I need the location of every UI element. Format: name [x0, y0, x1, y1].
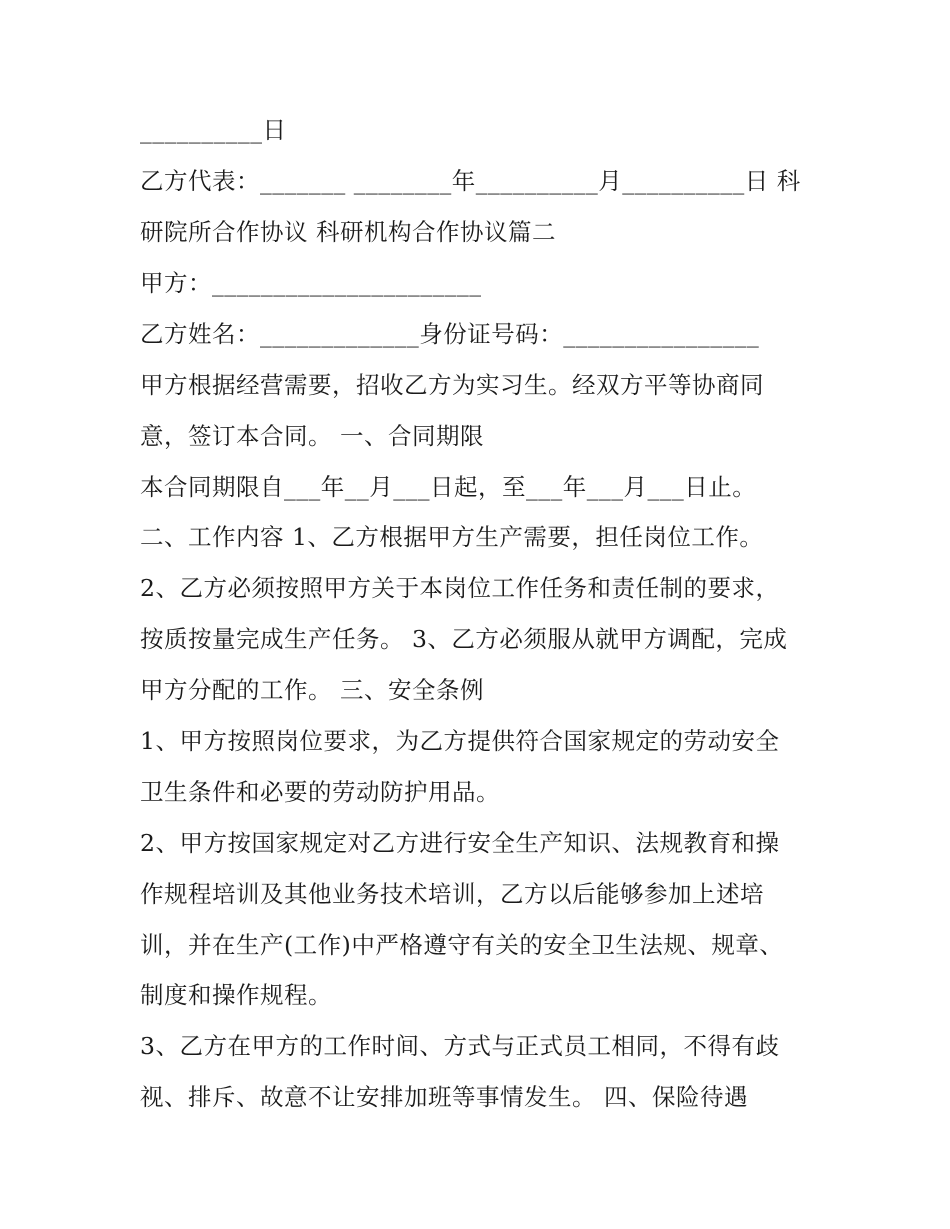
text-line-safety-2-cont-a: 作规程培训及其他业务技术培训，乙方以后能够参加上述培 [140, 880, 764, 908]
text-line-safety-heading: 甲方分配的工作。 三、安全条例 [140, 676, 484, 704]
text-line-intro: 甲方根据经营需要，招收乙方为实习生。经双方平等协商同 [140, 371, 764, 399]
text-line-safety-1: 1、甲方按照岗位要求，为乙方提供符合国家规定的劳动安全 [140, 727, 780, 755]
text-line-work-content: 二、工作内容 1、乙方根据甲方生产需要，担任岗位工作。 [140, 523, 764, 551]
text-line-contract-term: 本合同期限自___年__月___日起，至___年___月___日止。 [140, 473, 757, 501]
text-line-safety-2: 2、甲方按国家规定对乙方进行安全生产知识、法规教育和操 [140, 829, 780, 857]
text-line-party-b-representative: 乙方代表：_______ ________年__________月__________日 科 [140, 167, 801, 195]
text-line-clause-2-cont: 按质按量完成生产任务。 3、乙方必须服从就甲方调配，完成 [140, 625, 788, 653]
text-line-safety-2-cont-b: 训，并在生产(工作)中严格遵守有关的安全卫生法规、规章、 [140, 931, 784, 959]
text-line-safety-3-cont: 视、排斥、故意不让安排加班等事情发生。 四、保险待遇 [140, 1083, 748, 1111]
text-line-safety-2-cont-c: 制度和操作规程。 [140, 981, 332, 1009]
text-line-safety-3: 3、乙方在甲方的工作时间、方式与正式员工相同，不得有歧 [140, 1032, 780, 1060]
text-line-contract-term-heading: 意，签订本合同。 一、合同期限 [140, 422, 484, 450]
text-line-party-a: 甲方：______________________ [140, 269, 482, 297]
text-line-clause-2: 2、乙方必须按照甲方关于本岗位工作任务和责任制的要求， [140, 574, 780, 602]
text-line-safety-1-cont: 卫生条件和必要的劳动防护用品。 [140, 778, 500, 806]
text-line-section-title: 研院所合作协议 科研机构合作协议篇二 [140, 218, 556, 246]
text-line-party-b-name-id: 乙方姓名：_____________身份证号码：________________ [140, 320, 760, 348]
text-line-date-end: __________日 [140, 116, 287, 144]
